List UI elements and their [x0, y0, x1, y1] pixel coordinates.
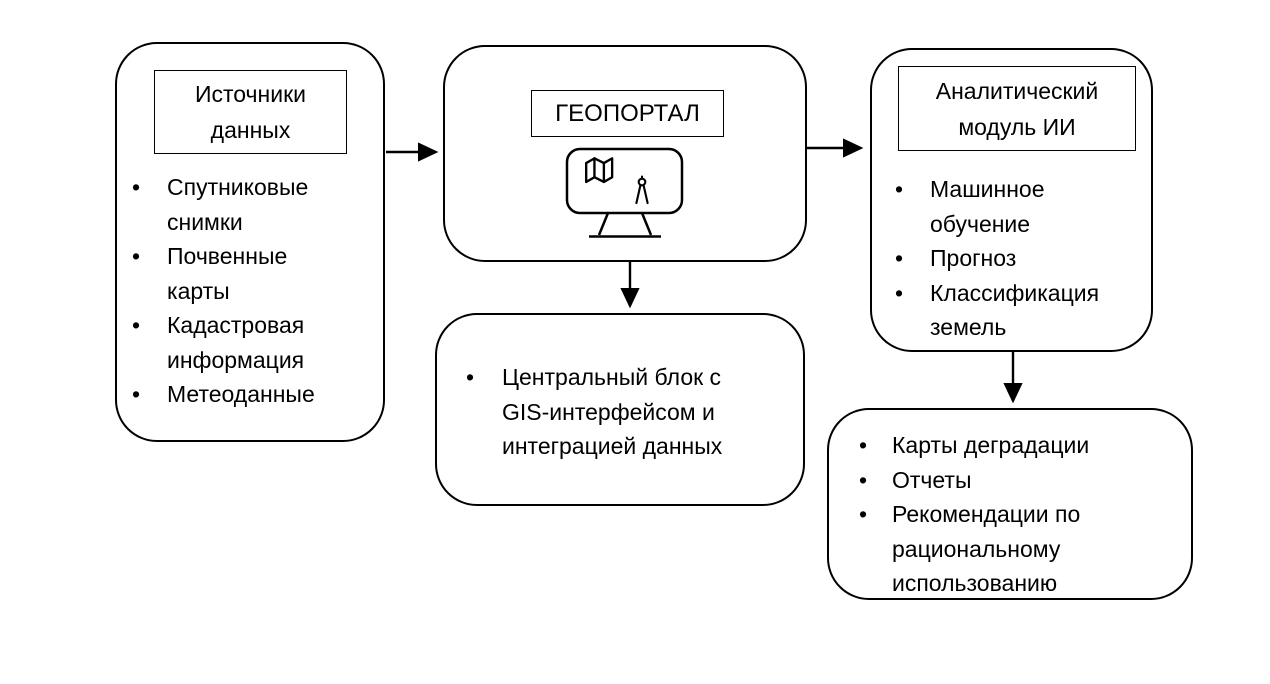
box-outputs	[827, 408, 1193, 600]
list-item: • Прогноз	[893, 241, 1128, 276]
monitor-screen	[567, 149, 682, 213]
box-central-block	[435, 313, 805, 506]
list-item: • Спутниковые снимки	[130, 170, 345, 239]
data-sources-list	[130, 170, 345, 412]
geoportal-title: ГЕОПОРТАЛ	[555, 99, 700, 127]
monitor-stand	[589, 213, 661, 237]
geoportal-title-frame	[531, 90, 724, 137]
ai-module-title: Аналитический модуль ИИ	[935, 77, 1099, 140]
list-item: • Машинное обучение	[893, 172, 1128, 241]
outputs-list	[857, 428, 1167, 601]
central-block-list	[464, 360, 774, 464]
list-item: • Отчеты	[857, 463, 1167, 498]
box-geoportal	[443, 45, 807, 262]
list-item: • Метеоданные	[130, 377, 345, 412]
list-item: • Карты деградации	[857, 428, 1167, 463]
data-sources-title: Источники данных	[194, 81, 307, 143]
ai-module-list	[893, 172, 1128, 345]
list-item: • Центральный блок с GIS-интерфейсом и интеграцией данных	[464, 360, 774, 464]
box-ai-module	[870, 48, 1153, 352]
list-item: • Рекомендации по рациональному использованию	[857, 497, 1167, 601]
map-icon	[586, 158, 612, 182]
monitor-icon	[563, 147, 689, 243]
list-item: • Почвенные карты	[130, 239, 345, 308]
box-data-sources	[115, 42, 385, 442]
compass-icon	[636, 177, 647, 204]
list-item: • Кадастровая информация	[130, 308, 345, 377]
ai-module-title-frame	[898, 66, 1136, 151]
data-sources-title-frame	[154, 70, 347, 154]
list-item: • Классификация земель	[893, 276, 1128, 345]
